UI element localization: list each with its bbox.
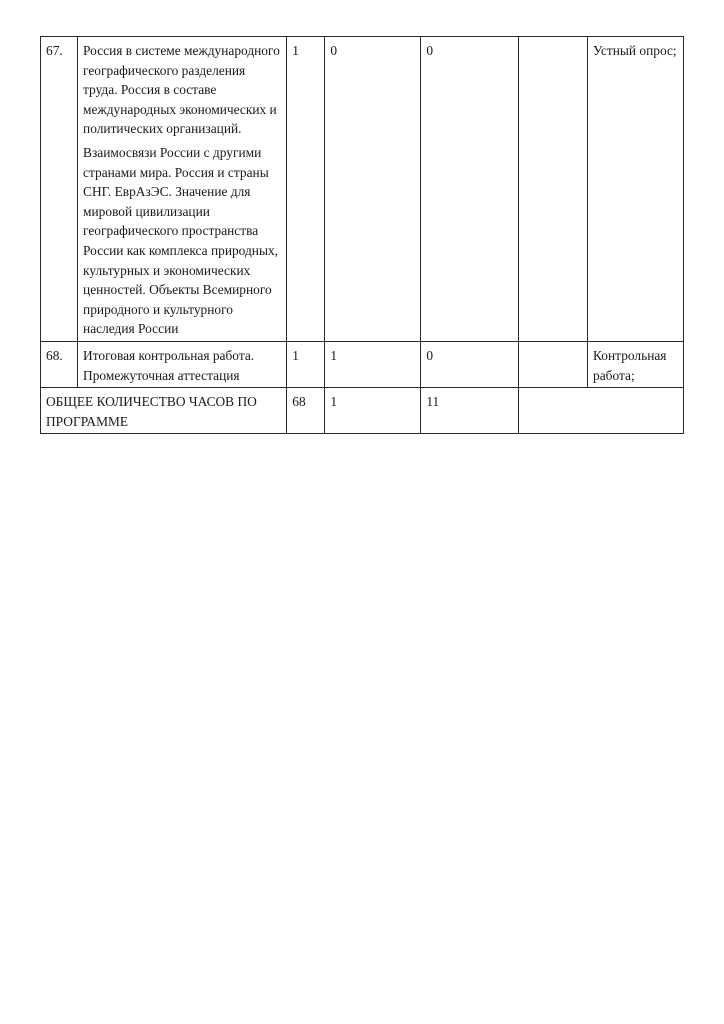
lesson-plan-table [40, 36, 684, 434]
control-works-cell: 1 [325, 341, 421, 387]
control-works-cell: 0 [325, 37, 421, 342]
table-row [41, 37, 684, 342]
topic-paragraph: Россия в системе международного географического разделения труда. Россия в составе международных экономических и политических организаций. [83, 43, 280, 137]
date-cell [519, 341, 588, 387]
total-row [41, 388, 684, 434]
topic-paragraph: Итоговая контрольная работа. Промежуточная аттестация [83, 347, 255, 383]
topic-paragraph: Взаимосвязи России с другими странами мира. Россия и страны СНГ. ЕврАзЭС. Значение для мировой цивилизации географического пространства России как комплекса природных, культурных и экономических ценностей. Объекты Всемирного природного и культурного наследия России [83, 144, 279, 337]
total-empty-cell [519, 388, 684, 434]
total-practical-works: 11 [421, 388, 519, 434]
lesson-number: 68. [41, 341, 78, 387]
practical-works-cell: 0 [421, 37, 519, 342]
lesson-topic [78, 341, 287, 387]
total-control-works: 1 [325, 388, 421, 434]
total-hours-cell: 1 [287, 37, 325, 342]
date-cell [519, 37, 588, 342]
practical-works-cell: 0 [421, 341, 519, 387]
assessment-cell: Контрольная работа; [588, 341, 684, 387]
total-hours-sum: 68 [287, 388, 325, 434]
total-label: ОБЩЕЕ КОЛИЧЕСТВО ЧАСОВ ПО ПРОГРАММЕ [41, 388, 287, 434]
total-hours-cell: 1 [287, 341, 325, 387]
assessment-cell: Устный опрос; [588, 37, 684, 342]
table-row [41, 341, 684, 387]
lesson-topic [78, 37, 287, 342]
lesson-number: 67. [41, 37, 78, 342]
